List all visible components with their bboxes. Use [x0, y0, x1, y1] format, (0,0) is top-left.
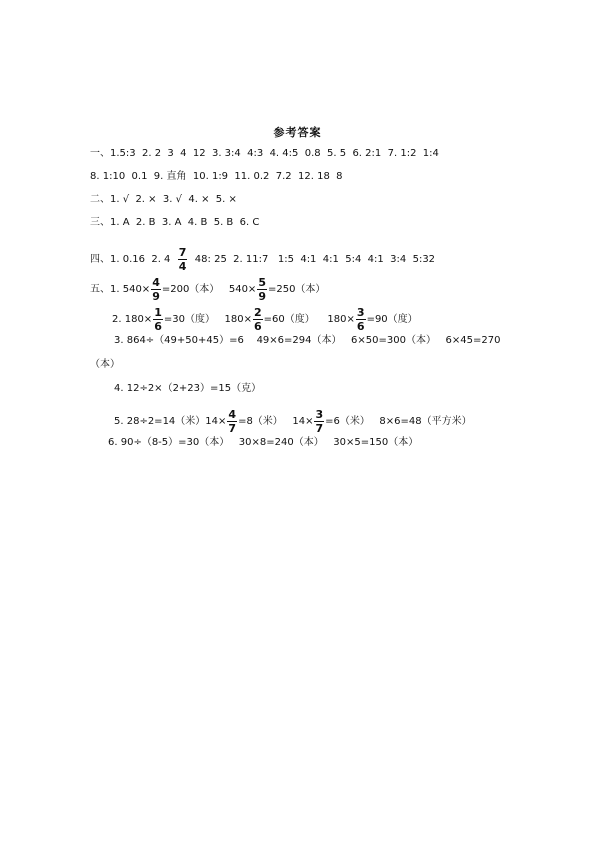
answer-line-1b: [90, 171, 343, 183]
fraction-numerator: 7: [178, 246, 187, 259]
fraction-numerator: 3: [356, 306, 365, 319]
answer-text: 4. 12÷2×（2+23）=15（克）: [114, 383, 262, 394]
page-title: 参考答案: [273, 126, 322, 139]
answer-line-1a: [90, 148, 439, 160]
answer-text: 五、1. 540×: [90, 283, 151, 295]
answer-text: 6. 90÷（8-5）=30（本） 30×8=240（本） 30×5=150（本）: [108, 437, 419, 448]
fraction-denominator: 7: [315, 422, 324, 435]
answer-text: 三、1. A 2. B 3. A 4. B 5. B 6. C: [90, 217, 260, 228]
fraction-numerator: 5: [258, 276, 266, 289]
answer-text: 二、1. √ 2. × 3. √ 4. × 5. ×: [90, 194, 237, 205]
fraction-numerator: 2: [253, 306, 262, 319]
answer-text: =250（本）: [267, 283, 326, 295]
fraction: [356, 307, 366, 332]
answer-text: =200（本） 540×: [161, 283, 257, 295]
answer-text: 四、1. 0.16 2. 4: [90, 253, 177, 265]
answer-text: =30（度） 180×: [163, 313, 252, 325]
answer-line-5-6: [108, 437, 418, 449]
answer-text: （本）: [90, 359, 120, 370]
answer-text: =6（米） 8×6=48（平方米）: [325, 415, 472, 427]
answer-text: =8（米） 14×: [238, 415, 314, 427]
fraction: [253, 307, 263, 332]
fraction: [227, 409, 237, 434]
answer-line-5-5: [114, 409, 472, 434]
fraction-denominator: 4: [178, 260, 187, 273]
fraction-denominator: 9: [258, 290, 266, 303]
fraction-denominator: 6: [154, 320, 162, 333]
answer-line-5-2: [112, 307, 418, 332]
fraction: [153, 307, 163, 332]
answer-text: 5. 28÷2=14（米）14×: [114, 415, 227, 427]
fraction: [314, 409, 324, 434]
answer-line-5-1: [90, 277, 325, 302]
answer-line-5-3b: [90, 359, 120, 371]
answer-text: 2. 180×: [112, 313, 153, 325]
answer-line-5-4: [114, 383, 261, 395]
answer-text: 8. 1:10 0.1 9. 直角 10. 1:9 11. 0.2 7.2 12. 18 8: [90, 171, 343, 182]
answer-text: 一、1.5:3 2. 2 3 4 12 3. 3:4 4:3 4. 4:5 0.8 5. 5 6. 2:1 7. 1:2 1:4: [90, 148, 439, 159]
fraction-numerator: 4: [152, 276, 160, 289]
fraction: [178, 247, 188, 272]
answer-line-4: [90, 247, 435, 272]
answer-line-2: [90, 194, 237, 206]
fraction-numerator: 3: [315, 408, 324, 421]
fraction-denominator: 9: [152, 290, 160, 303]
answer-text: =90（度）: [366, 313, 418, 325]
answer-text: =60（度） 180×: [263, 313, 355, 325]
fraction: [151, 277, 161, 302]
answer-line-5-3a: [114, 335, 500, 347]
fraction-denominator: 6: [356, 320, 365, 333]
fraction: [257, 277, 267, 302]
answer-text: 48: 25 2. 11:7 1:5 4:1 4:1 5:4 4:1 3:4 5:32: [188, 253, 436, 265]
answer-text: 3. 864÷（49+50+45）=6 49×6=294（本） 6×50=300（本） 6×45=270: [114, 335, 501, 346]
fraction-denominator: 6: [253, 320, 262, 333]
answer-line-3: [90, 217, 259, 229]
fraction-denominator: 7: [228, 422, 237, 435]
fraction-numerator: 1: [154, 306, 162, 319]
fraction-numerator: 4: [228, 408, 237, 421]
